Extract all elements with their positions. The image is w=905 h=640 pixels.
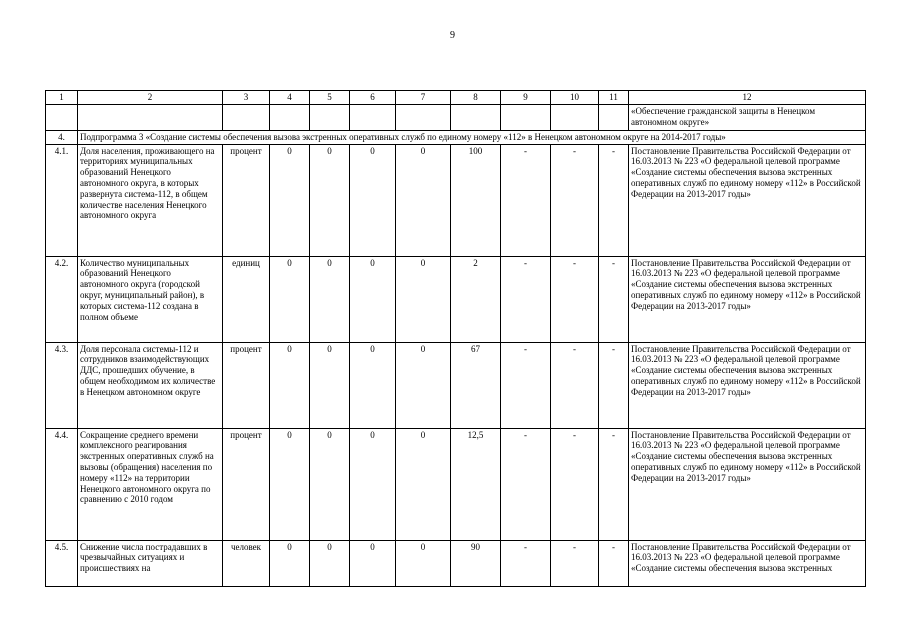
value-col-4: 0 <box>270 256 310 342</box>
value-col-10: - <box>551 428 599 540</box>
column-number-5: 5 <box>310 91 350 105</box>
continuation-text: «Обеспечение гражданской защиты в Ненецком автономном округе» <box>629 104 866 130</box>
indicator-name: Сокращение среднего времени комплексного реагирования экстренных оперативных служб на вызовы (обращения) населения по номеру «112» на территории Ненецкого автономного округа по сравнению с 2010 годом <box>78 428 223 540</box>
value-col-7: 0 <box>396 428 451 540</box>
row-number: 4.5. <box>46 540 78 586</box>
legal-basis: Постановление Правительства Российской Федерации от 16.03.2013 № 223 «О федеральной целевой программе «Создание системы обеспечения вызова экстренных оперативных служб по единому номеру «112» в Российской Федерации на 2013-2017 годы» <box>629 144 866 256</box>
unit: человек <box>223 540 270 586</box>
column-number-9: 9 <box>501 91 551 105</box>
value-col-4: 0 <box>270 428 310 540</box>
value-col-10: - <box>551 144 599 256</box>
value-col-6: 0 <box>350 540 396 586</box>
indicator-name: Снижение числа пострадавших в чрезвычайных ситуациях и происшествиях на <box>78 540 223 586</box>
indicators-table <box>45 90 866 587</box>
column-number-6: 6 <box>350 91 396 105</box>
column-number-2: 2 <box>78 91 223 105</box>
column-number-11: 11 <box>599 91 629 105</box>
indicator-name: Доля персонала системы-112 и сотрудников взаимодействующих ДДС, прошедших обучение, в общем необходимом их количестве в Ненецком автономном округе <box>78 342 223 428</box>
row-number: 4.1. <box>46 144 78 256</box>
value-col-10: - <box>551 540 599 586</box>
value-col-5: 0 <box>310 540 350 586</box>
indicator-name: Доля населения, проживающего на территориях муниципальных образований Ненецкого автономного округа, в которых развернута система-112, в общем количестве населения Ненецкого автономного округа <box>78 144 223 256</box>
value-col-5: 0 <box>310 144 350 256</box>
value-col-6: 0 <box>350 256 396 342</box>
value-col-10: - <box>551 342 599 428</box>
subprogram-title: Подпрограмма 3 «Создание системы обеспечения вызова экстренных оперативных служб по единому номеру «112» в Ненецком автономном округе на 2014-2017 годы» <box>78 130 866 144</box>
legal-basis: Постановление Правительства Российской Федерации от 16.03.2013 № 223 «О федеральной целевой программе «Создание системы обеспечения вызова экстренных оперативных служб по единому номеру «112» в Российской Федерации на 2013-2017 годы» <box>629 428 866 540</box>
value-col-8: 67 <box>451 342 501 428</box>
column-number-8: 8 <box>451 91 501 105</box>
value-col-5: 0 <box>310 256 350 342</box>
value-col-11: - <box>599 428 629 540</box>
value-col-7: 0 <box>396 144 451 256</box>
value-col-10: - <box>551 256 599 342</box>
value-col-8: 2 <box>451 256 501 342</box>
value-col-6: 0 <box>350 428 396 540</box>
subprogram-number: 4. <box>46 130 78 144</box>
value-col-8: 90 <box>451 540 501 586</box>
unit: единиц <box>223 256 270 342</box>
value-col-11: - <box>599 540 629 586</box>
unit: процент <box>223 428 270 540</box>
value-col-5: 0 <box>310 342 350 428</box>
legal-basis: Постановление Правительства Российской Федерации от 16.03.2013 № 223 «О федеральной целевой программе «Создание системы обеспечения вызова экстренных оперативных служб по единому номеру «112» в Российской Федерации на 2013-2017 годы» <box>629 256 866 342</box>
legal-basis: Постановление Правительства Российской Федерации от 16.03.2013 № 223 «О федеральной целевой программе «Создание системы обеспечения вызова экстренных оперативных служб по единому номеру «112» в Российской Федерации на 2013-2017 годы» <box>629 342 866 428</box>
value-col-7: 0 <box>396 256 451 342</box>
column-number-7: 7 <box>396 91 451 105</box>
value-col-5: 0 <box>310 428 350 540</box>
column-number-4: 4 <box>270 91 310 105</box>
table-row <box>46 256 866 342</box>
value-col-8: 100 <box>451 144 501 256</box>
page-number: 9 <box>450 30 455 41</box>
column-number-3: 3 <box>223 91 270 105</box>
legal-basis: Постановление Правительства Российской Федерации от 16.03.2013 № 223 «О федеральной целевой программе «Создание системы обеспечения вызова экстренных <box>629 540 866 586</box>
row-number: 4.3. <box>46 342 78 428</box>
row-number: 4.2. <box>46 256 78 342</box>
table-row <box>46 428 866 540</box>
value-col-9: - <box>501 256 551 342</box>
value-col-9: - <box>501 342 551 428</box>
column-number-1: 1 <box>46 91 78 105</box>
subprogram-row <box>46 130 866 144</box>
table-row <box>46 144 866 256</box>
value-col-9: - <box>501 428 551 540</box>
value-col-7: 0 <box>396 540 451 586</box>
value-col-11: - <box>599 342 629 428</box>
value-col-6: 0 <box>350 144 396 256</box>
column-number-12: 12 <box>629 91 866 105</box>
indicator-name: Количество муниципальных образований Ненецкого автономного округа (городской округ, муниципальный район), в которых система-112 создана в полном объеме <box>78 256 223 342</box>
continuation-row <box>46 104 866 130</box>
value-col-9: - <box>501 144 551 256</box>
value-col-4: 0 <box>270 540 310 586</box>
unit: процент <box>223 342 270 428</box>
value-col-6: 0 <box>350 342 396 428</box>
table-row <box>46 540 866 586</box>
value-col-4: 0 <box>270 144 310 256</box>
value-col-11: - <box>599 256 629 342</box>
value-col-7: 0 <box>396 342 451 428</box>
column-number-row <box>46 91 866 105</box>
value-col-4: 0 <box>270 342 310 428</box>
value-col-11: - <box>599 144 629 256</box>
table-row <box>46 342 866 428</box>
row-number: 4.4. <box>46 428 78 540</box>
value-col-8: 12,5 <box>451 428 501 540</box>
value-col-9: - <box>501 540 551 586</box>
unit: процент <box>223 144 270 256</box>
column-number-10: 10 <box>551 91 599 105</box>
